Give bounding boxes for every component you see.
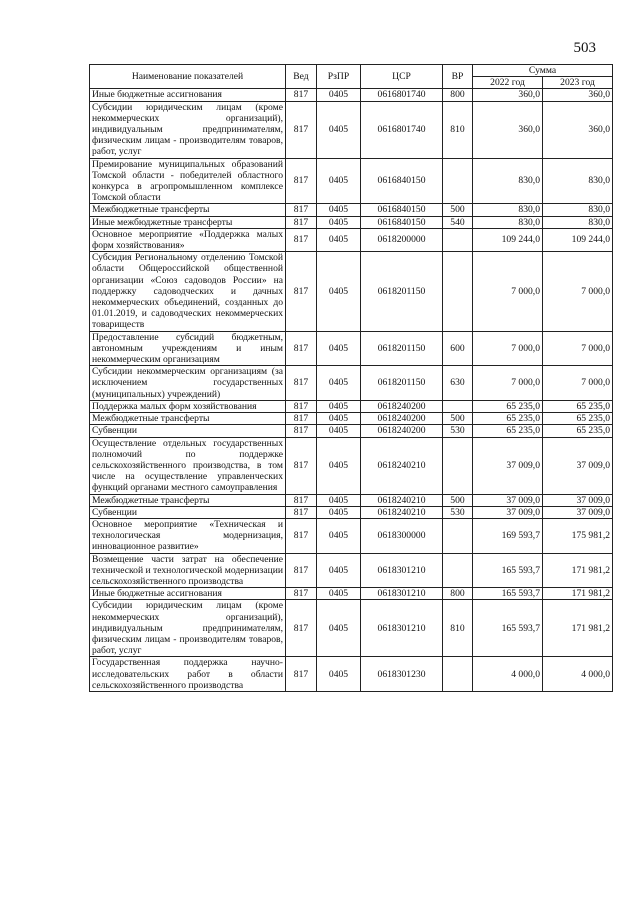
cell-ved: 817 bbox=[286, 400, 317, 412]
cell-s2023: 65 235,0 bbox=[543, 413, 613, 425]
cell-s2023: 830,0 bbox=[543, 216, 613, 228]
cell-s2023: 830,0 bbox=[543, 204, 613, 216]
cell-s2023: 7 000,0 bbox=[543, 366, 613, 401]
cell-csr: 0618301210 bbox=[361, 600, 443, 657]
cell-name: Основное мероприятие «Техническая и технологическая модернизация, инновационное развитие» bbox=[90, 518, 286, 553]
table-row bbox=[90, 366, 613, 401]
cell-s2022: 7 000,0 bbox=[473, 366, 543, 401]
cell-rzpr: 0405 bbox=[317, 204, 361, 216]
cell-vr: 500 bbox=[443, 204, 473, 216]
cell-rzpr: 0405 bbox=[317, 437, 361, 494]
table-row bbox=[90, 204, 613, 216]
cell-s2023: 37 009,0 bbox=[543, 494, 613, 506]
cell-vr: 500 bbox=[443, 413, 473, 425]
cell-ved: 817 bbox=[286, 588, 317, 600]
cell-rzpr: 0405 bbox=[317, 413, 361, 425]
page-number: 503 bbox=[573, 40, 596, 56]
cell-ved: 817 bbox=[286, 413, 317, 425]
cell-vr: 810 bbox=[443, 101, 473, 158]
cell-ved: 817 bbox=[286, 204, 317, 216]
cell-csr: 0618201150 bbox=[361, 366, 443, 401]
cell-name: Субсидии юридическим лицам (кроме некоммерческих организаций), индивидуальным предпринимателям, физическим лицам - производителям товаров, работ, услуг bbox=[90, 101, 286, 158]
cell-ved: 817 bbox=[286, 101, 317, 158]
cell-csr: 0618201150 bbox=[361, 252, 443, 331]
cell-vr bbox=[443, 228, 473, 251]
cell-ved: 817 bbox=[286, 366, 317, 401]
cell-s2022: 830,0 bbox=[473, 216, 543, 228]
cell-ved: 817 bbox=[286, 494, 317, 506]
table-row bbox=[90, 400, 613, 412]
cell-s2022: 165 593,7 bbox=[473, 600, 543, 657]
cell-s2023: 7 000,0 bbox=[543, 252, 613, 331]
table-row bbox=[90, 331, 613, 366]
cell-s2023: 171 981,2 bbox=[543, 553, 613, 588]
cell-vr: 500 bbox=[443, 494, 473, 506]
cell-rzpr: 0405 bbox=[317, 331, 361, 366]
cell-csr: 0618301230 bbox=[361, 657, 443, 692]
cell-name: Межбюджетные трансферты bbox=[90, 413, 286, 425]
cell-vr: 800 bbox=[443, 588, 473, 600]
cell-name: Премирование муниципальных образований Томской области - победителей областного конкурса в агропромышленном комплексе Томской области bbox=[90, 158, 286, 204]
table-row bbox=[90, 252, 613, 331]
cell-csr: 0618240210 bbox=[361, 437, 443, 494]
cell-csr: 0618201150 bbox=[361, 331, 443, 366]
table-row bbox=[90, 228, 613, 251]
cell-s2023: 360,0 bbox=[543, 101, 613, 158]
table-body bbox=[90, 89, 613, 692]
cell-rzpr: 0405 bbox=[317, 366, 361, 401]
cell-s2022: 830,0 bbox=[473, 204, 543, 216]
cell-csr: 0616801740 bbox=[361, 101, 443, 158]
cell-rzpr: 0405 bbox=[317, 101, 361, 158]
table-row bbox=[90, 101, 613, 158]
cell-name: Субвенции bbox=[90, 506, 286, 518]
table-row bbox=[90, 553, 613, 588]
cell-name: Иные бюджетные ассигнования bbox=[90, 89, 286, 101]
cell-name: Возмещение части затрат на обеспечение технической и технологической модернизации сельскохозяйственного производства bbox=[90, 553, 286, 588]
table-header bbox=[90, 65, 613, 89]
cell-name: Иные межбюджетные трансферты bbox=[90, 216, 286, 228]
cell-vr: 530 bbox=[443, 506, 473, 518]
cell-s2022: 169 593,7 bbox=[473, 518, 543, 553]
cell-rzpr: 0405 bbox=[317, 600, 361, 657]
cell-s2022: 65 235,0 bbox=[473, 413, 543, 425]
cell-s2022: 165 593,7 bbox=[473, 588, 543, 600]
cell-ved: 817 bbox=[286, 425, 317, 437]
cell-s2022: 360,0 bbox=[473, 89, 543, 101]
cell-name: Субсидия Региональному отделению Томской области Общероссийской общественной организации «Союз садоводов России» на поддержку садоводческих и дачных некоммерческих объединений, созданных до 01.01.2019, и садоводческих некоммерческих товариществ bbox=[90, 252, 286, 331]
cell-name: Субсидии юридическим лицам (кроме некоммерческих организаций), индивидуальным предпринимателям, физическим лицам - производителям товаров, работ, услуг bbox=[90, 600, 286, 657]
header-summa: Сумма bbox=[473, 65, 613, 77]
cell-vr: 530 bbox=[443, 425, 473, 437]
cell-name: Государственная поддержка научно-исследовательских работ в области сельскохозяйственного производства bbox=[90, 657, 286, 692]
cell-csr: 0618240200 bbox=[361, 400, 443, 412]
cell-s2022: 7 000,0 bbox=[473, 252, 543, 331]
cell-name: Субсидии некоммерческим организациям (за исключением государственных (муниципальных) учреждений) bbox=[90, 366, 286, 401]
header-vr: ВР bbox=[443, 65, 473, 89]
table-row bbox=[90, 657, 613, 692]
cell-rzpr: 0405 bbox=[317, 518, 361, 553]
table-row bbox=[90, 506, 613, 518]
cell-s2022: 165 593,7 bbox=[473, 553, 543, 588]
cell-s2023: 65 235,0 bbox=[543, 425, 613, 437]
cell-ved: 817 bbox=[286, 89, 317, 101]
cell-csr: 0618240200 bbox=[361, 413, 443, 425]
cell-ved: 817 bbox=[286, 228, 317, 251]
cell-ved: 817 bbox=[286, 331, 317, 366]
cell-s2023: 7 000,0 bbox=[543, 331, 613, 366]
cell-s2022: 830,0 bbox=[473, 158, 543, 204]
cell-s2023: 37 009,0 bbox=[543, 506, 613, 518]
cell-ved: 817 bbox=[286, 437, 317, 494]
header-csr: ЦСР bbox=[361, 65, 443, 89]
table-row bbox=[90, 588, 613, 600]
cell-s2023: 360,0 bbox=[543, 89, 613, 101]
cell-s2022: 37 009,0 bbox=[473, 437, 543, 494]
header-name: Наименование показателей bbox=[90, 65, 286, 89]
cell-rzpr: 0405 bbox=[317, 89, 361, 101]
cell-ved: 817 bbox=[286, 158, 317, 204]
cell-s2022: 7 000,0 bbox=[473, 331, 543, 366]
cell-s2023: 171 981,2 bbox=[543, 600, 613, 657]
cell-s2023: 65 235,0 bbox=[543, 400, 613, 412]
table-row bbox=[90, 437, 613, 494]
cell-rzpr: 0405 bbox=[317, 216, 361, 228]
cell-name: Межбюджетные трансферты bbox=[90, 204, 286, 216]
cell-name: Иные бюджетные ассигнования bbox=[90, 588, 286, 600]
cell-ved: 817 bbox=[286, 600, 317, 657]
cell-s2022: 37 009,0 bbox=[473, 506, 543, 518]
cell-rzpr: 0405 bbox=[317, 228, 361, 251]
cell-csr: 0616840150 bbox=[361, 216, 443, 228]
cell-ved: 817 bbox=[286, 657, 317, 692]
cell-s2023: 37 009,0 bbox=[543, 437, 613, 494]
cell-ved: 817 bbox=[286, 518, 317, 553]
cell-csr: 0616840150 bbox=[361, 204, 443, 216]
cell-csr: 0618301210 bbox=[361, 588, 443, 600]
cell-rzpr: 0405 bbox=[317, 252, 361, 331]
cell-name: Межбюджетные трансферты bbox=[90, 494, 286, 506]
cell-name: Предоставление субсидий бюджетным, автономным учреждениям и иным некоммерческим организациям bbox=[90, 331, 286, 366]
cell-csr: 0618240210 bbox=[361, 506, 443, 518]
cell-rzpr: 0405 bbox=[317, 553, 361, 588]
header-ved: Вед bbox=[286, 65, 317, 89]
cell-s2023: 830,0 bbox=[543, 158, 613, 204]
cell-rzpr: 0405 bbox=[317, 494, 361, 506]
cell-rzpr: 0405 bbox=[317, 657, 361, 692]
cell-name: Осуществление отдельных государственных полномочий по поддержке сельскохозяйственного производства, в том числе на осуществление управленческих функций органами местного самоуправления bbox=[90, 437, 286, 494]
cell-rzpr: 0405 bbox=[317, 425, 361, 437]
budget-table bbox=[89, 64, 613, 692]
cell-s2022: 37 009,0 bbox=[473, 494, 543, 506]
cell-s2022: 65 235,0 bbox=[473, 400, 543, 412]
cell-vr bbox=[443, 553, 473, 588]
cell-vr bbox=[443, 518, 473, 553]
cell-name: Основное мероприятие «Поддержка малых форм хозяйствования» bbox=[90, 228, 286, 251]
cell-s2022: 360,0 bbox=[473, 101, 543, 158]
cell-s2022: 4 000,0 bbox=[473, 657, 543, 692]
cell-vr: 600 bbox=[443, 331, 473, 366]
cell-csr: 0616840150 bbox=[361, 158, 443, 204]
cell-ved: 817 bbox=[286, 506, 317, 518]
header-year-2023: 2023 год bbox=[543, 77, 613, 89]
table-row bbox=[90, 425, 613, 437]
cell-vr: 810 bbox=[443, 600, 473, 657]
cell-s2022: 109 244,0 bbox=[473, 228, 543, 251]
cell-csr: 0618301210 bbox=[361, 553, 443, 588]
table-row bbox=[90, 89, 613, 101]
cell-csr: 0618240200 bbox=[361, 425, 443, 437]
cell-vr bbox=[443, 657, 473, 692]
cell-csr: 0618200000 bbox=[361, 228, 443, 251]
cell-vr bbox=[443, 437, 473, 494]
header-year-2022: 2022 год bbox=[473, 77, 543, 89]
cell-rzpr: 0405 bbox=[317, 588, 361, 600]
table-row bbox=[90, 413, 613, 425]
header-rzpr: РзПР bbox=[317, 65, 361, 89]
cell-vr bbox=[443, 252, 473, 331]
cell-vr: 630 bbox=[443, 366, 473, 401]
cell-rzpr: 0405 bbox=[317, 158, 361, 204]
cell-name: Субвенции bbox=[90, 425, 286, 437]
cell-rzpr: 0405 bbox=[317, 400, 361, 412]
cell-s2023: 171 981,2 bbox=[543, 588, 613, 600]
cell-csr: 0616801740 bbox=[361, 89, 443, 101]
cell-rzpr: 0405 bbox=[317, 506, 361, 518]
table-row bbox=[90, 518, 613, 553]
table-row bbox=[90, 494, 613, 506]
cell-ved: 817 bbox=[286, 216, 317, 228]
cell-s2023: 4 000,0 bbox=[543, 657, 613, 692]
cell-vr: 800 bbox=[443, 89, 473, 101]
table-row bbox=[90, 600, 613, 657]
cell-ved: 817 bbox=[286, 553, 317, 588]
cell-vr: 540 bbox=[443, 216, 473, 228]
cell-vr bbox=[443, 158, 473, 204]
cell-name: Поддержка малых форм хозяйствования bbox=[90, 400, 286, 412]
cell-csr: 0618240210 bbox=[361, 494, 443, 506]
cell-csr: 0618300000 bbox=[361, 518, 443, 553]
cell-s2022: 65 235,0 bbox=[473, 425, 543, 437]
table-row bbox=[90, 216, 613, 228]
cell-s2023: 109 244,0 bbox=[543, 228, 613, 251]
cell-ved: 817 bbox=[286, 252, 317, 331]
cell-s2023: 175 981,2 bbox=[543, 518, 613, 553]
table-row bbox=[90, 158, 613, 204]
cell-vr bbox=[443, 400, 473, 412]
